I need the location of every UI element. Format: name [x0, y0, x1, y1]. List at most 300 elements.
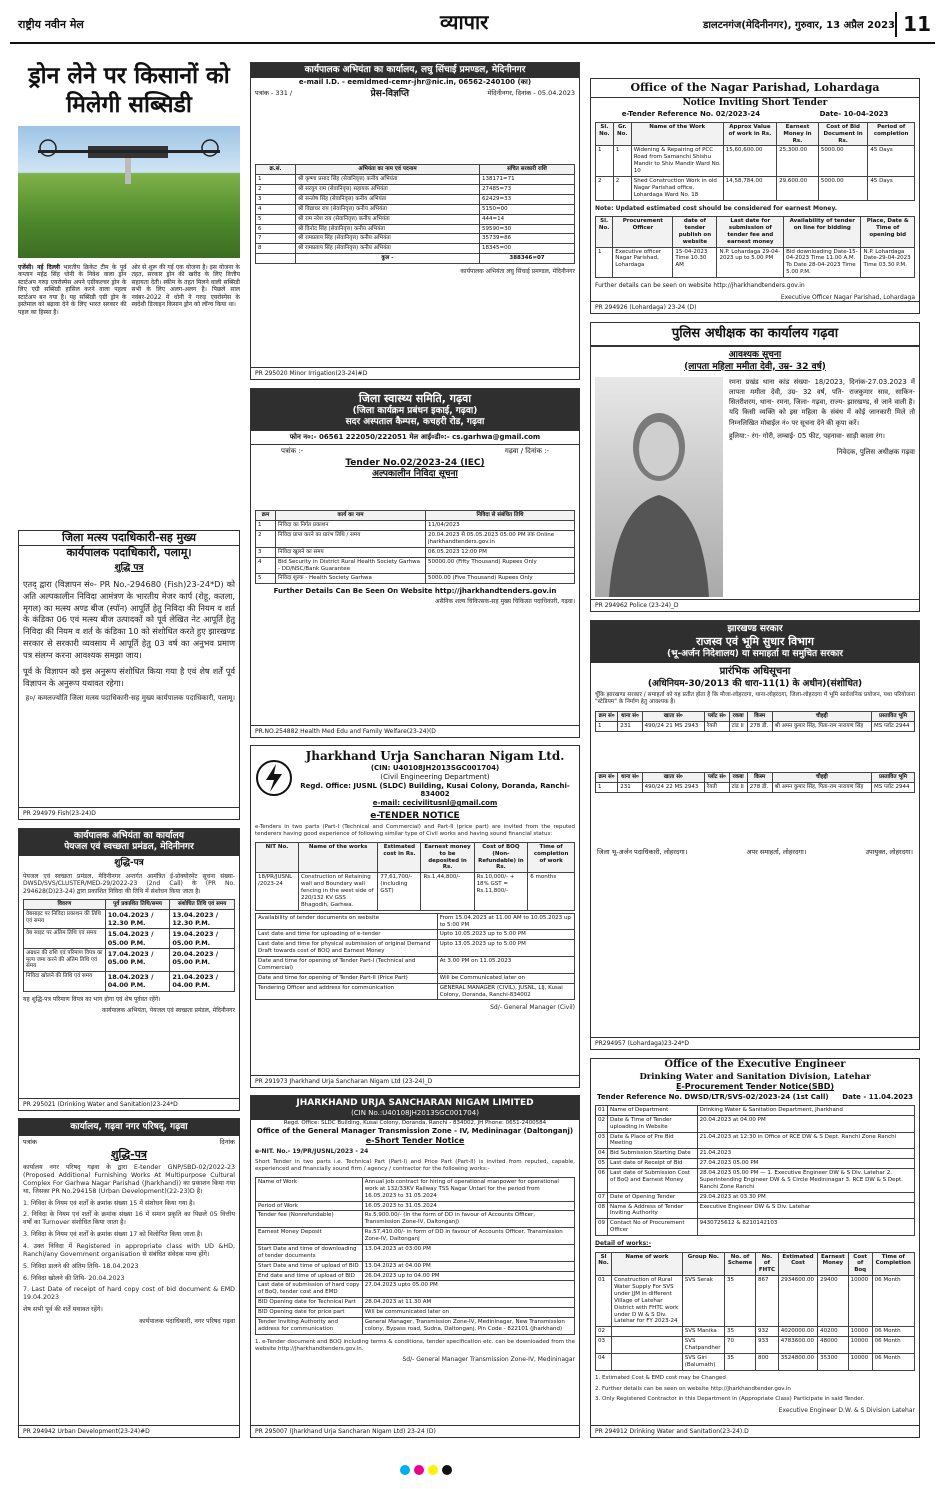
table-cell: 5150=00 [480, 204, 575, 214]
table-cell: From 15.04.2023 at 11.00 AM to 10.05.2023 up to 5:00 PM [437, 913, 574, 930]
yellow-mark-icon [428, 1465, 438, 1475]
table-cell: 1 [256, 521, 276, 531]
table-row [596, 1353, 915, 1370]
ad-subtitle-2: (लापता महिला ममीता देवी, उम्र- 32 वर्ष) [684, 361, 826, 372]
table-cell: 5000.00 [818, 146, 867, 177]
table-cell: श्री रामप्रताप सिंह (सेवानिवृत्त) कनीय अभियंता [296, 244, 480, 254]
ad-item: 7. Last Date of receipt of hard copy cost of bid document & EMD 19.04.2023 [23, 1286, 235, 1302]
table-cell: Rs.57,410.00/- in form of DD in favour of Accounts Officer, Transmission Zone-IV, Daltonganj [362, 1228, 574, 1245]
table-row [596, 1327, 915, 1337]
table-row [256, 244, 575, 254]
table-row [596, 1132, 915, 1149]
page-number: 11 [895, 12, 931, 37]
column-header: Earnest Money [818, 1252, 849, 1276]
table-cell: 5 [256, 214, 296, 224]
table-row [24, 948, 235, 972]
table-cell: 4020000.00 [778, 1327, 817, 1337]
column-header: संशोधित तिथि एवं समय [170, 900, 235, 910]
table-cell: 29,600.00 [777, 176, 819, 200]
table-cell: 25,300.00 [777, 146, 819, 177]
table-cell: 2 [596, 176, 614, 200]
table-row [256, 1308, 575, 1318]
notice-title: Notice Inviting Short Tender [682, 97, 828, 108]
ad-signatory: उपायुक्त, लोहरदगा। [865, 847, 913, 856]
column-header: Earnest Money in Rs. [777, 122, 819, 146]
ad-title: Office of the Nagar Parishad, Lohardaga [591, 79, 919, 98]
table-row [256, 873, 575, 910]
ad-footer: 1. e-Tender document and BOQ including terms & conditions, tender specification etc. can be downloaded from the website http://jharkhandtenders.gov.in. [255, 1338, 575, 1352]
table-cell: 02 [596, 1327, 612, 1337]
ad-signatory: Executive Engineer D.W. & S Division Latehar [778, 1407, 915, 1415]
ad-note: Note: Updated estimated cost should be considered for earnest Money. [595, 204, 838, 212]
ad-body: कार्यालय नगर परिषद् गढ़वा के द्वारा E-tender GNP/SBD-02/2022-23 (Proposed Additional Furnishing Works At Multipurpose Cultural Complex For Garhwa Nagar Parishad (Jharkhand)) का प्रकाशन किया गया था, जिसका PR No.294158 (Urban Development)(22-23)D है। [23, 1164, 235, 1195]
table-row [256, 957, 575, 974]
table-cell: 14,58,784.00 [723, 176, 776, 200]
ad-subtitle: शुद्धि-पत्र [114, 857, 144, 868]
table-cell: SVS Manika [682, 1327, 724, 1337]
table-cell: श्री रामप्रताप सिंह (सेवानिवृत्त) कनीय अभियंता [296, 234, 480, 244]
column-header: Procurement Officer [613, 217, 673, 248]
column-header: किस्म [747, 773, 772, 783]
land-acquisition-notice [590, 620, 920, 1050]
table-cell: 4 [256, 204, 296, 214]
table-row [24, 910, 235, 929]
ad-item: 6. निविदा खोलने की तिथि- 20.04.2023 [23, 1274, 125, 1282]
ad-ref: PR 295021 (Drinking Water and Sanitation)23-24*D [19, 1098, 239, 1111]
table-cell: Name & Address of Tender Inviting Authority [608, 1202, 698, 1219]
table-cell: Tender fee (Nonrefundable) [256, 1211, 363, 1228]
ad-title: कार्यपालक अभियंता का कार्यालय, लघु सिंचाई प्रमण्डल, मेदिनीनगर [251, 63, 579, 78]
table-cell: 10000 [848, 1327, 872, 1337]
ad-footer: Further details can be seen on website http://jharkhandtenders.gov.in [595, 282, 805, 289]
tender-title: अल्पकालीन निविदा सूचना [372, 469, 458, 479]
table-cell: 08 [596, 1202, 608, 1219]
table-cell: 933 [756, 1337, 779, 1354]
table-cell: 231 [618, 722, 642, 732]
table-cell: Last date of Receipt of Bid [608, 1159, 698, 1169]
table-cell: BID Opening date for Technical Part [256, 1298, 363, 1308]
table-row [256, 1261, 575, 1271]
ad-office: Office of the General Manager Transmission Zone - IV, Medininagar (Daltonganj) [256, 1126, 574, 1135]
column-header: प्लॉट सं० [704, 773, 729, 783]
table-cell: 18/PR/JUSNL /2023-24 [256, 873, 299, 910]
column-header: प्रस्तावित भूमि [872, 712, 915, 722]
ad-body: चूँकि झारखण्ड सरकार / समाहर्ता को यह प्रतीत होता है कि मौजा-लोहरदगा, थाना-लोहरदगा, जिला-लोहरदगा में भूमि सार्वजनिक प्रयोजन, यथा परियोजना "स्टेडियम" के निर्माण हेतु आवश्यक है। [595, 692, 915, 706]
jusnl-short-tender [250, 1095, 580, 1438]
notice-title: प्रेस-विज्ञप्ति [370, 89, 409, 99]
ad-address: सदर अस्पताल कैम्पस, कचहरी रोड, गढ़वा [345, 417, 485, 427]
column-header: Last date for submission of tender fee and earnest money [717, 217, 784, 248]
column-header: थाना सं० [618, 712, 642, 722]
table-cell: 29400 [818, 1276, 849, 1327]
ad-signatory: अपर समाहर्ता, लोहरदगा। [746, 847, 807, 856]
column-header: चौहद्दी [772, 712, 871, 722]
short-tender-table [255, 1177, 575, 1335]
table-cell: 15,60,600.00 [723, 146, 776, 177]
garhwa-nagar-corrigendum [18, 1118, 240, 1438]
table-cell: 21.04.2023 [697, 1149, 914, 1159]
ad-body-2: पूर्व के विज्ञापन को इस अनुरूप संशोधित किया गया है एवं शेष शर्तें पूर्व विज्ञापन के अनुरूप यथावत रहेगा। [23, 665, 235, 688]
table-cell: 2 [613, 176, 631, 200]
column-header: No. of Scheme [725, 1252, 756, 1276]
table-cell: 13.04.2023 at 03:00 PM [362, 1244, 574, 1261]
table-cell: 10000 [848, 1353, 872, 1370]
table-cell: Start Date and time of downloading of tender documents [256, 1244, 363, 1261]
cyan-mark-icon [400, 1465, 410, 1475]
ad-title: JHARKHAND URJA SANCHARAN NIGAM LIMITED [296, 1098, 534, 1108]
column-header: प्रस्तावित भूमि [872, 773, 915, 783]
table-cell: Rs.1,44,800/- [421, 873, 474, 910]
table-cell: Bid downloading Date-15-04-2023 Time 11.00 A.M. To Date 28-04-2023 Time 5.00 P.M. [784, 247, 861, 278]
table-row [596, 1337, 915, 1354]
ad-act: (अधिनियम-30/2013 की धारा-11(1) के अधीन)(संशोधित) [647, 678, 863, 689]
table-cell: Upto 13.05.2023 up to 5.00 PM [437, 940, 574, 957]
table-cell: 16.05.2023 to 31.05.2024 [362, 1201, 574, 1211]
table-row [256, 973, 575, 983]
table-cell: 867 [756, 1276, 779, 1327]
memo-date: मेदिनीनगर, दिनांक - 05.04.2023 [487, 89, 575, 97]
magenta-mark-icon [414, 1465, 424, 1475]
table-cell: 26.04.2023 up to 04.00 PM [362, 1271, 574, 1281]
ad-body: पेयजल एवं स्वच्छता प्रमंडल, मेदिनीनगर अन्तर्गत आमंत्रित ई-प्रोक्योरमेंट सूचना संख्या-DWSD/SVS/CLUSTER/MED-29/2022-23 (2nd Call) के (PR No. 294628(D)23-24) द्वारा प्रकाशित निविदा की तिथि में संशोधन किया जाता है। [23, 872, 235, 895]
ad-title-2: कार्यपालक पदाधिकारी, पलामू। [66, 545, 192, 559]
ad-signatory: निवेदक, पुलिस अधीक्षक गढ़वा [836, 448, 915, 457]
table-cell: 20.04.2023 at 04.00 PM [697, 1115, 914, 1132]
table-cell: 05 [596, 1159, 608, 1169]
table-cell: Shed Construction Work in old Nagar Parishad office, Lohardaga Ward No. 18 [631, 176, 723, 200]
table-row [256, 531, 575, 548]
column-header: Time of Completion [872, 1252, 914, 1276]
column-header: रकबा [729, 773, 747, 783]
table-cell: BID Opening date for price part [256, 1308, 363, 1318]
ad-body: एतद् द्वारा (विज्ञापन सं०- PR No.-294680 (Fish)23-24*D) को अति अल्पकालीन निविदा आमंत्रण के भारतीय मेजर कार्प (रोहू, कतला, मृगल) का मत्स्य अण्ड बीज (स्पॉन) आपूर्ति हेतु निविदा की नियम व शर्त के कंडिका 06 एवं मत्स्य बीज उत्पादकों को पूर्व लेखित नेट आपूर्ति हेतु निविदा की नियम व शर्त के कंडिका 10 को संशोधित करते हुए झारखण्ड सरकार से सरकारी व्यवसाय में आपूर्ति हेतु 03 वर्ष का अनुभव प्रमाण पत्र संलग्न करना आवश्यक समझा जाय। [23, 578, 235, 661]
table-row [256, 214, 575, 224]
tender-reference: Tender Reference No. DWSD/LTR/SVS-02/2023-24 (1st Call) [597, 1093, 829, 1102]
ad-signatory: कार्यपालक पदाधिकारी, नगर परिषद गढ़वा [139, 1318, 235, 1326]
section-title: व्यापार [440, 10, 489, 34]
table-cell: Last date and time for uploading of e-tender [256, 930, 438, 940]
table-row [256, 557, 575, 574]
table-cell: 278 डी. [747, 722, 772, 732]
table-cell: GENERAL MANAGER (CIVIL), JUSNL, LIJ, Kusai Colony, Doranda, Ranchi-834002 [437, 983, 574, 1000]
tender-reference: e-Tender Reference No. 02/2023-24 [621, 110, 761, 118]
column-header: कार्य का नाम [276, 511, 426, 521]
table-cell: 50000.00 (Fifty Thousand) Rupees Only [425, 557, 574, 574]
table-cell: 2934600.00 [778, 1276, 817, 1327]
table-row [256, 1177, 575, 1201]
ad-address: Regd. Office: SLDC Building, Kusai Colony, Doranda, Ranchi - 834002, JH Phone: 0651-2400584 [283, 1120, 547, 1126]
table-cell: Construction of Retaining wall and Boundary wall fencing in the west side of 220/132 KV GSS Bhagodih, Garhwa. [298, 873, 377, 910]
table-cell: रैयती [704, 722, 729, 732]
table-cell: Construction of Rural Water Supply For SVS under JJM in different Village of Latehar District with FHTC work under D W & S Div. Latehar for FY 2023-24 [612, 1276, 683, 1327]
table-row [256, 234, 575, 244]
article-headline: ड्रोन लेने पर किसानों को मिलेगी सब्सिडी [28, 62, 230, 118]
table-cell: 13.04.2023 / 12.30 P.M. [170, 910, 235, 929]
jusnl-civil-tender [250, 745, 580, 1088]
table-cell: 03 [596, 1337, 612, 1354]
table-cell: 35739=86 [480, 234, 575, 244]
table-row [256, 224, 575, 234]
nit-number: e-NIT. No.- 19/PR/JUSNL/2023 - 24 [255, 1147, 369, 1155]
notice-title: e-TENDER NOTICE [370, 810, 460, 821]
table-cell: रैयती [704, 783, 729, 793]
tender-info-table [595, 1105, 915, 1236]
table-cell: Bid Submission Starting Date [608, 1149, 698, 1159]
column-header: पूर्व प्रकाशित तिथि/समय [105, 900, 170, 910]
table-cell: 09 [596, 1219, 608, 1236]
table-cell: 13.04.2023 at 04.00 PM [362, 1261, 574, 1271]
column-header: Sl. No. [596, 217, 613, 248]
column-header: Period of completion [868, 122, 915, 146]
article-dateline: एजेंसी। नई दिल्ली [18, 263, 60, 271]
ad-subtitle: (जिला कार्यक्रम प्रबंधन इकाई, गढ़वा) [352, 405, 478, 416]
ad-ref: PR 294979 Fish(23-24)D [19, 807, 239, 820]
table-cell: 2 [256, 185, 296, 195]
ad-title: कार्यपालक अभियंता का कार्यालय [74, 831, 184, 841]
table-cell: 62429=33 [480, 194, 575, 204]
table-cell: निविदा खोलने की तिथि एवं समय [24, 972, 106, 991]
ad-note: 3. Only Registered Contractor in this Department in (Appropriate Class) Participate in said Tender. [595, 1396, 865, 1403]
ad-signatory: असैनिक शल्य चिकित्सक-सह मुख्य चिकित्सा पदाधिकारी, गढ़वा। [434, 598, 575, 605]
peyjal-corrigendum [18, 828, 240, 1111]
table-cell: Executive Engineer DW & S Div. Latehar [697, 1202, 914, 1219]
table-cell: 77,61,700/- (including GST) [378, 873, 421, 910]
table-cell: N.P. Lohardaga 29-04-2023 up to 5.00 PM [717, 247, 784, 278]
ad-signatory: कार्यपालक अभियंता लघु सिंचाई प्रमण्डल, मेदिनीनगर [460, 268, 575, 275]
table-row [256, 940, 575, 957]
column-header: Earnest money to be deposited in Rs. [421, 842, 474, 873]
column-header: Group No. [682, 1252, 724, 1276]
ad-title: जिला स्वास्थ्य समिति, गढ़वा [358, 392, 472, 405]
ad-title: Office of the Executive Engineer [664, 1059, 846, 1070]
table-cell: 1 [596, 783, 618, 793]
table-cell: अग्रधन की राशि एवं परिमाण विपत्र का मूल्य जमा करने की अंतिम तिथि एवं समय [24, 948, 106, 972]
table-cell: 28.04.2023 05.00 PM — 1. Executive Engineer DW & S Div. Latehar 2. Superintending Engineer DW & S Circle Medininagar 3. RCE DW & S Dept. Ranchi Zone Ranchi [697, 1169, 914, 1193]
tender-schedule-table [255, 510, 575, 584]
table-cell: 04 [596, 1353, 612, 1370]
ad-subtitle: आवश्यक सूचना [728, 350, 782, 361]
table-cell: 3 [256, 547, 276, 557]
table-row [256, 185, 575, 195]
table-row [256, 1298, 575, 1308]
notice-body-block [251, 102, 579, 162]
column-header: Place, Date & Time of opening bid [861, 217, 915, 248]
table-cell: 1 [256, 175, 296, 185]
table-cell: Date & Place of Pre Bid Meeting [608, 1132, 698, 1149]
latehar-tender [590, 1058, 920, 1438]
ad-email: e-mail I.D. - eemidmed-cemr-jhr@nic.in, 06562-240100 (का) [298, 78, 532, 87]
table-row [596, 1192, 915, 1202]
ad-title: कार्यालय, गढ़वा नगर परिषद्, गढ़वा [19, 1119, 239, 1136]
table-cell: Last date and time for physical submission of original Demand Draft towards cost of BOQ and Earnest Money [256, 940, 438, 957]
table-row [256, 547, 575, 557]
table-cell: 01 [596, 1276, 612, 1327]
table-cell: Earnest Money Deposit [256, 1228, 363, 1245]
table-cell: 28.04.2023 at 11.30 AM [362, 1298, 574, 1308]
table-row [256, 930, 575, 940]
ad-body: रमना प्रखंड थाना कांड संख्या- 18/2023, दिनांक-27.03.2023 में लापता ममीता देवी, उम्र- 32 वर्ष, पति- राजकुमार साव, साकिन- सितरीशरम, थाना- रमना, जिला- गढ़वा, राज्य- झारखण्ड, से जाने वाली है। यदि किसी व्यक्ति को इस महिला के संबंध में कोई जानकारी मिले तो निम्नलिखित मोबाईल नं० पर सूचना देने की कृपा करें। [729, 377, 915, 427]
notice-body-block [591, 735, 919, 769]
table-cell: Availability of tender documents on website [256, 913, 438, 930]
column-header: क्रम सं० [596, 773, 618, 783]
table-cell: 7 [256, 234, 296, 244]
table-row [256, 1211, 575, 1228]
ad-title: Jharkhand Urja Sancharan Nigam Ltd. [305, 749, 565, 763]
ad-subtitle: शुद्धि-पत्र [110, 1148, 147, 1162]
drone-icon [18, 126, 240, 258]
table-cell: Last date of Submission Cost of BoQ and Earnest Money [608, 1169, 698, 1193]
drone-news-article [18, 62, 240, 517]
table-cell: Tender Inviting Authority and address for communication [256, 1317, 363, 1334]
table-row [596, 722, 915, 732]
total-label: कुल - [296, 254, 480, 264]
memo-number: पत्रांक [23, 1138, 37, 1147]
table-cell: 800 [756, 1353, 779, 1370]
ad-item: 2. निविदा के नियम एवं शर्तों के क्रमांक संख्या 16 में समान प्रकृति का पिछले 05 वित्तीय वर्षों का Turnover संशोधित किया जाता है। [23, 1211, 235, 1227]
table-row [256, 1201, 575, 1211]
ad-title-2: राजस्व एवं भूमि सुधार विभाग [696, 635, 814, 649]
table-cell: Rs.10,000/- + 18% GST = Rs.11,800/- [474, 873, 528, 910]
ad-subtitle: शुद्धि पत्र [114, 562, 144, 573]
table-cell: SVS Serak [682, 1276, 724, 1327]
works-table [255, 842, 575, 911]
table-cell: 231 [618, 783, 642, 793]
table-cell: Tendering Officer and address for communication [256, 983, 438, 1000]
table-cell [612, 1337, 683, 1354]
column-header: Cost of Boq [848, 1252, 872, 1276]
column-header: अभियंता का नाम एवं पदनाम [296, 165, 480, 175]
table-row [596, 247, 915, 278]
ad-ref: PR 291973 Jharkhand Urja Sancharan Nigam Ltd (23-24)_D [251, 1075, 579, 1088]
land-table-1 [595, 711, 915, 732]
ad-cin: (CIN: U40108JH2013SGC001704) [370, 764, 500, 772]
table-cell: निविदा शुल्क - Health Society Garhwa [276, 574, 426, 584]
ad-signatory: Sd/- General Manager Transmission Zone-IV, Medininagar [402, 1356, 575, 1364]
table-cell: Rs.5,900.00/- (In the form of DD in favour of Accounts Officer, Transmission Zone-IV, Daltonganj) [362, 1211, 574, 1228]
table-row [256, 574, 575, 584]
tender-date: Date - 11.04.2023 [842, 1093, 913, 1102]
table-cell: श्री सन्तोष सिंह (सेवानिवृत्त) कनीय अभियंता [296, 194, 480, 204]
table-cell: 1 [596, 247, 613, 278]
black-mark-icon [442, 1465, 452, 1475]
table-cell: 20.04.2023 / 05.00 P.M. [170, 948, 235, 972]
table-cell: Will be communicated later on [362, 1308, 574, 1318]
table-row [256, 1271, 575, 1281]
table-row [596, 1149, 915, 1159]
table-cell: श्री अमन कुमार सिंह, पिता-राम नारायण सिंह [772, 783, 871, 793]
table-cell: 04 [596, 1149, 608, 1159]
table-cell: 35 [725, 1276, 756, 1327]
ad-signatory: कार्यपालक अभियंता, पेयजल एवं स्वच्छता प्रमंडल, मेदिनीनगर [101, 1007, 235, 1014]
table-cell: 29.04.2023 at 03.30 PM [697, 1192, 914, 1202]
column-header: NIT No. [256, 842, 299, 873]
total-value: 388346=07 [480, 254, 575, 264]
table-row [596, 1105, 915, 1115]
memo-date: दिनांक [219, 1138, 235, 1147]
table-row [256, 983, 575, 1000]
table-cell: 6 months [528, 873, 575, 910]
table-cell: निविदा प्राप्त करने का प्रारंभ तिथि / समय [276, 531, 426, 548]
table-cell: 18.04.2023 / 04.00 P.M. [105, 972, 170, 991]
ad-ref: PR 294926 (Lohardaga) 23-24 (D) [591, 301, 919, 314]
table-cell: Date and time for opening of Tender Part-II (Price Part) [256, 973, 438, 983]
table-cell: श्री विद्याधर राय (सेवानिवृत्त) कनीय अभियंता [296, 204, 480, 214]
recovery-table [255, 164, 575, 264]
table-cell: Name of Department [608, 1105, 698, 1115]
ad-ref: PR 295007 (Jharkhand Urja Sancharan Nigam Ltd) 23-24 (D) [251, 1425, 579, 1438]
notice-body-block [591, 796, 919, 846]
table-row [24, 972, 235, 991]
table-cell: Period of Work [256, 1201, 363, 1211]
ad-title-2: पेयजल एवं स्वच्छता प्रमंडल, मेदिनीनगर [64, 842, 194, 853]
table-cell: श्री राम नरेश राय (सेवानिवृत्त) कनीय अभियंता [296, 214, 480, 224]
ad-item: 3. निविदा के नियम एवं शर्तों के क्रमांक संख्या 17 को विलोपित किया जाता है। [23, 1231, 203, 1239]
column-header: निविदा से संबंधित तिथि [425, 511, 574, 521]
column-header: Name of the Work [631, 122, 723, 146]
table-cell: 138171=71 [480, 175, 575, 185]
table-cell: 278 डी. [747, 783, 772, 793]
table-cell: 27.04.2023 upto 05.00 PM [362, 1281, 574, 1298]
table-row [596, 146, 915, 177]
ad-body: Short Tender in two parts i.e. Technical Part (Part-I) and Price Part (Part-II) is invited from reputed, capable, experienced and financially sound firm / agency / contractor for the following works:- [255, 1159, 575, 1172]
detail-title: Detail of works:- [595, 1240, 652, 1247]
table-cell [612, 1353, 683, 1370]
column-header: Availability of tender on line for bidding [784, 217, 861, 248]
table-cell: 07 [596, 1192, 608, 1202]
column-header: विवरण [24, 900, 106, 910]
table-cell: SVS Chatpandher [682, 1337, 724, 1354]
minor-irrigation-notice [250, 62, 580, 380]
works-table [595, 122, 915, 201]
masthead [10, 8, 935, 44]
table-row [256, 913, 575, 930]
column-header: No. of FHTC [756, 1252, 779, 1276]
table-cell: 15-04-2023 Time 10.30 AM [673, 247, 717, 278]
column-header: Cost of Bid Document in Rs. [818, 122, 867, 146]
ad-title-2: Drinking Water and Sanitation Division, Latehar [639, 1071, 871, 1082]
table-cell: निविदा खुलने का समय [276, 547, 426, 557]
ad-item: 1. निविदा के नियम एवं शर्तों के क्रमांक संख्या 15 में संशोधन किया गया है। [23, 1199, 195, 1207]
notice-title: E-Procurement Tender Notice(SBD) [675, 1082, 835, 1092]
table-cell: 5 [256, 574, 276, 584]
ad-signatory: ह०/ कमलज्योति जिला मत्स्य पदाधिकारी-सह मुख्य कार्यपालक पदाधिकारी, पलामू। [25, 693, 235, 702]
ad-note: 2. Further details can be seen on website http://jharkhandtender.gov.in [595, 1385, 791, 1392]
ad-subtitle: प्रारंभिक अधिसूचना [719, 666, 791, 678]
edition-date: डालटनगंज(मेदिनीनगर), गुरुवार, 13 अप्रैल 2023 [702, 20, 895, 31]
table-cell [612, 1327, 683, 1337]
ad-ref: PR 294962 Police (23-24)_D [591, 599, 919, 612]
table-row [256, 194, 575, 204]
table-cell: 5000.00 (Five Thousand) Rupees Only [425, 574, 574, 584]
table-cell: 35 [725, 1327, 756, 1337]
memo-number: पत्रांक - 331 / [255, 89, 293, 97]
notice-title: e-Short Tender Notice [365, 1135, 465, 1145]
ad-signatory: जिला भू-अर्जन पदाधिकारी, लोहरदगा। [597, 847, 688, 856]
table-cell: 70 [725, 1337, 756, 1354]
table-cell: टांड II [729, 783, 747, 793]
table-cell: 3524800.00 [778, 1353, 817, 1370]
table-cell: 45 Days [868, 146, 915, 177]
date-revision-table [23, 899, 235, 991]
table-cell: 932 [756, 1327, 779, 1337]
column-header: किस्म [747, 712, 772, 722]
table-cell: 35300 [818, 1353, 849, 1370]
column-header: Estimated Cost [778, 1252, 817, 1276]
table-row [256, 175, 575, 185]
table-row [596, 176, 915, 200]
missing-person-photo [595, 377, 723, 597]
ad-ref: PR 294942 Urban Development(23-24)#D [19, 1425, 239, 1438]
